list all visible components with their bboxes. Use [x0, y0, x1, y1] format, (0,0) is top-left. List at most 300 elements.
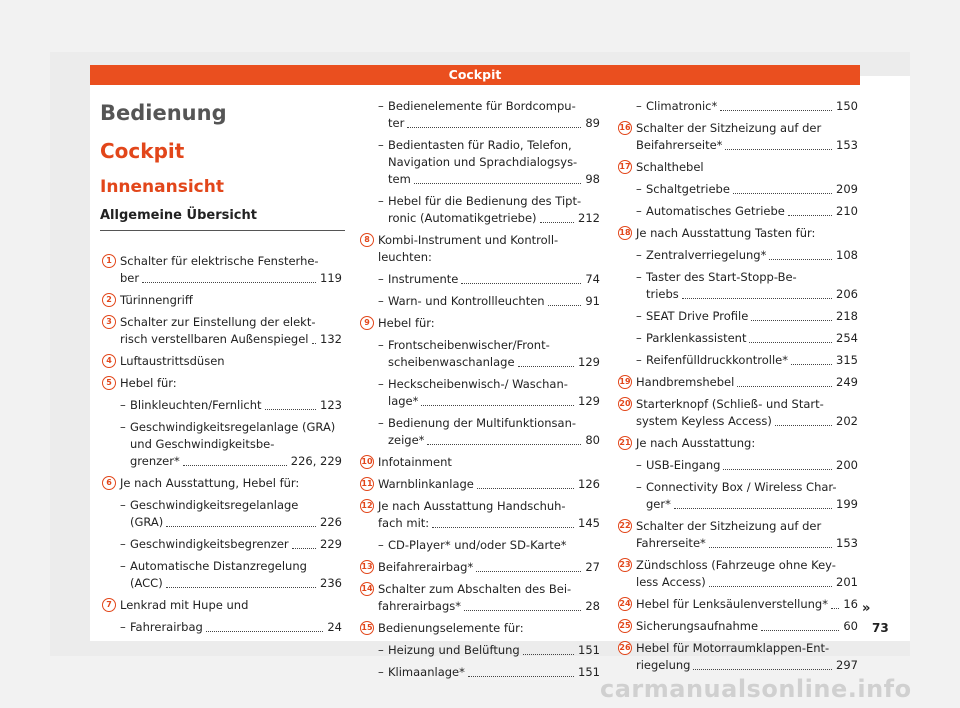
entry-label: Infotainment — [378, 455, 452, 469]
item-number-badge: 23 — [618, 558, 632, 572]
entry-label: ter — [388, 116, 405, 130]
entry-line[interactable] — [130, 514, 342, 531]
entry-text: Bedientasten für Radio, Telefon, Navigation und Sprachdialogsys- — [388, 138, 578, 169]
item-number-badge: 25 — [618, 619, 632, 633]
item-number-badge: 9 — [360, 316, 374, 330]
dash-bullet: – — [120, 398, 126, 412]
page-reference[interactable]: 153 — [836, 138, 858, 152]
entry-line[interactable] — [636, 374, 858, 391]
item-number-badge: 19 — [618, 375, 632, 389]
dash-bullet: – — [636, 99, 642, 113]
page-number: 73 — [872, 621, 889, 635]
dot-leader — [725, 148, 832, 150]
item-number-badge: 6 — [102, 476, 116, 490]
page-reference[interactable]: 129 — [578, 394, 600, 408]
item-number-badge: 14 — [360, 582, 374, 596]
page-reference[interactable]: 150 — [836, 99, 858, 113]
entry-line — [636, 225, 858, 242]
entry-label: Luftaustrittsdüsen — [120, 354, 225, 368]
index-entry — [102, 314, 342, 348]
entry-label: Je nach Ausstattung, Hebel für: — [120, 476, 300, 490]
dot-leader — [540, 221, 575, 223]
dot-leader — [761, 629, 839, 631]
heading-cockpit: Cockpit — [100, 139, 185, 163]
index-entry — [102, 475, 342, 492]
index-entry — [618, 596, 858, 613]
entry-label: Automatisches Getriebe — [646, 204, 785, 218]
entry-label: Türinnengriff — [120, 293, 193, 307]
dot-leader — [265, 408, 317, 410]
index-subentry — [102, 397, 342, 414]
entry-text: Bedienung der Multifunktionsan- — [388, 416, 577, 430]
dot-leader — [723, 468, 832, 470]
page-reference[interactable]: 153 — [836, 536, 858, 550]
index-entry — [618, 618, 858, 635]
item-number-badge: 24 — [618, 597, 632, 611]
entry-label: Hebel für Lenksäulenverstellung* — [636, 597, 828, 611]
entry-line[interactable] — [388, 115, 600, 132]
dot-leader — [476, 570, 581, 572]
index-subentry — [360, 537, 600, 554]
index-subentry — [618, 203, 858, 220]
index-entry — [102, 597, 342, 614]
page-reference[interactable]: 209 — [836, 182, 858, 196]
entry-line — [120, 475, 342, 492]
index-subentry — [360, 137, 600, 188]
index-entry — [102, 375, 342, 392]
entry-line[interactable] — [646, 308, 858, 325]
page-reference[interactable]: 151 — [578, 643, 600, 657]
index-subentry — [360, 293, 600, 310]
dot-leader — [461, 282, 581, 284]
index-subentry — [618, 308, 858, 325]
entry-line[interactable] — [130, 536, 342, 553]
index-subentry — [360, 193, 600, 227]
item-number-badge: 22 — [618, 519, 632, 533]
index-subentry — [618, 352, 858, 369]
entry-label: SEAT Drive Profile — [646, 309, 749, 323]
dot-leader — [468, 675, 574, 677]
page-reference[interactable]: 123 — [320, 398, 342, 412]
page-reference[interactable]: 60 — [843, 619, 858, 633]
dot-leader — [427, 443, 581, 445]
entry-label: leuchten: — [378, 250, 432, 264]
index-subentry — [618, 98, 858, 115]
entry-text: Geschwindigkeitsregelanlage (GRA) und Geschwindigkeitsbe- — [130, 420, 336, 451]
item-number-badge: 3 — [102, 315, 116, 329]
entry-label: Fahrerairbag — [130, 620, 203, 634]
entry-label: Heizung und Belüftung — [388, 643, 520, 657]
heading-bedienung: Bedienung — [100, 101, 227, 125]
entry-line[interactable] — [388, 271, 600, 288]
entry-label: Beifahrerairbag* — [378, 560, 474, 574]
entry-label: Hebel für: — [378, 316, 435, 330]
entry-line[interactable] — [636, 535, 858, 552]
dot-leader — [720, 109, 832, 111]
entry-label: Warnblinkanlage — [378, 477, 474, 491]
dot-leader — [464, 609, 581, 611]
page-reference[interactable]: 200 — [836, 458, 858, 472]
entry-label: Beifahrerseite* — [636, 138, 723, 152]
dash-bullet: – — [636, 248, 642, 262]
index-entry — [102, 253, 342, 287]
entry-text: Taster des Start-Stopp-Be- — [646, 270, 797, 284]
entry-label: risch verstellbaren Außenspiegel — [120, 332, 309, 346]
entry-line[interactable] — [130, 453, 342, 470]
entry-line[interactable] — [646, 98, 858, 115]
dot-leader — [769, 258, 832, 260]
dot-leader — [166, 586, 316, 588]
entry-line — [120, 375, 342, 392]
index-entry — [618, 225, 858, 242]
dash-bullet: – — [636, 353, 642, 367]
item-number-badge: 20 — [618, 397, 632, 411]
entry-line — [378, 620, 600, 637]
entry-line[interactable] — [388, 393, 600, 410]
entry-label: triebs — [646, 287, 679, 301]
entry-text: Frontscheibenwischer/Front- — [388, 338, 550, 352]
item-number-badge: 1 — [102, 254, 116, 268]
entry-label: Geschwindigkeitsbegrenzer — [130, 537, 289, 551]
entry-text: Zündschloss (Fahrzeuge ohne Key- — [636, 558, 836, 572]
item-number-badge: 15 — [360, 621, 374, 635]
index-subentry — [360, 642, 600, 659]
page-reference[interactable]: 74 — [585, 272, 600, 286]
entry-line[interactable] — [646, 286, 858, 303]
page-reference[interactable]: 199 — [836, 497, 858, 511]
index-column-3 — [618, 98, 858, 679]
dash-bullet: – — [120, 420, 126, 434]
index-entry — [360, 454, 600, 471]
entry-label: tem — [388, 172, 411, 186]
index-column-1 — [102, 253, 342, 641]
entry-label: ber — [120, 271, 140, 285]
entry-label: Warn- und Kontrollleuchten — [388, 294, 545, 308]
entry-label: system Keyless Access) — [636, 414, 772, 428]
index-subentry — [618, 269, 858, 303]
index-subentry — [618, 247, 858, 264]
entry-text: Hebel für Motorraumklappen-Ent- — [636, 641, 830, 655]
index-entry — [618, 435, 858, 452]
page-reference[interactable]: 297 — [836, 658, 858, 672]
page-reference[interactable]: 254 — [836, 331, 858, 345]
dot-leader — [292, 547, 316, 549]
entry-label: Bedienungselemente für: — [378, 621, 524, 635]
page-reference[interactable]: 315 — [836, 353, 858, 367]
dash-bullet: – — [636, 331, 642, 345]
entry-line — [378, 454, 600, 471]
index-subentry — [102, 419, 342, 470]
page-reference[interactable]: 236 — [320, 576, 342, 590]
entry-label: Schalthebel — [636, 160, 704, 174]
entry-label: lage* — [388, 394, 419, 408]
entry-text: Schalter der Sitzheizung auf der — [636, 121, 822, 135]
entry-text: Automatische Distanzregelung — [130, 559, 307, 573]
dot-leader — [414, 182, 582, 184]
entry-label: Fahrerseite* — [636, 536, 706, 550]
index-subentry — [618, 457, 858, 474]
entry-text: Schalter zur Einstellung der elekt- — [120, 315, 316, 329]
entry-line[interactable] — [646, 457, 858, 474]
dot-leader — [733, 192, 832, 194]
entry-line[interactable] — [388, 210, 600, 227]
index-subentry — [360, 337, 600, 371]
entry-text: Starterknopf (Schließ- und Start- — [636, 397, 824, 411]
dot-leader — [312, 342, 317, 344]
item-number-badge: 2 — [102, 293, 116, 307]
dash-bullet: – — [378, 272, 384, 286]
item-number-badge: 26 — [618, 641, 632, 655]
entry-label: ger* — [646, 497, 671, 511]
index-entry — [618, 640, 858, 674]
page-reference[interactable]: 249 — [836, 375, 858, 389]
entry-label: Climatronic* — [646, 99, 718, 113]
dot-leader — [674, 507, 832, 509]
index-subentry — [618, 479, 858, 513]
entry-line[interactable] — [646, 181, 858, 198]
page-reference[interactable]: 80 — [585, 433, 600, 447]
entry-label: ronic (Automatikgetriebe) — [388, 211, 537, 225]
dot-leader — [775, 424, 832, 426]
entry-label: less Access) — [636, 575, 706, 589]
index-subentry — [102, 536, 342, 553]
entry-text: Heckscheibenwisch-/ Waschan- — [388, 377, 568, 391]
page-reference[interactable]: 145 — [578, 516, 600, 530]
dash-bullet: – — [378, 538, 384, 552]
dash-bullet: – — [120, 620, 126, 634]
entry-line[interactable] — [636, 618, 858, 635]
page-reference[interactable]: 27 — [585, 560, 600, 574]
entry-label: grenzer* — [130, 454, 180, 468]
page-reference[interactable]: 108 — [836, 248, 858, 262]
page-reference[interactable]: 212 — [578, 211, 600, 225]
dash-bullet: – — [636, 182, 642, 196]
dot-leader — [206, 630, 324, 632]
entry-line[interactable] — [130, 575, 342, 592]
entry-text: Kombi-Instrument und Kontroll- — [378, 233, 559, 247]
entry-label: USB-Eingang — [646, 458, 721, 472]
dash-bullet: – — [636, 480, 642, 494]
dash-bullet: – — [636, 204, 642, 218]
index-entry — [360, 620, 600, 637]
page-reference[interactable]: 126 — [578, 477, 600, 491]
dot-leader — [831, 607, 839, 609]
dot-leader — [693, 668, 832, 670]
entry-line — [378, 315, 600, 332]
page-reference[interactable]: 119 — [320, 271, 342, 285]
entry-line — [636, 159, 858, 176]
entry-line[interactable] — [378, 476, 600, 493]
item-number-badge: 21 — [618, 436, 632, 450]
entry-line[interactable] — [636, 137, 858, 154]
entry-text: Schalter zum Abschalten des Bei- — [378, 582, 572, 596]
item-number-badge: 10 — [360, 455, 374, 469]
item-number-badge: 17 — [618, 160, 632, 174]
entry-line — [636, 435, 858, 452]
dash-bullet: – — [378, 294, 384, 308]
dash-bullet: – — [378, 138, 384, 152]
entry-label: Zentralverriegelung* — [646, 248, 767, 262]
dot-leader — [682, 297, 832, 299]
entry-text: Schalter für elektrische Fensterhe- — [120, 254, 319, 268]
entry-label: Lenkrad mit Hupe und — [120, 598, 249, 612]
dot-leader — [709, 585, 832, 587]
dash-bullet: – — [120, 559, 126, 573]
dot-leader — [749, 341, 832, 343]
dash-bullet: – — [378, 416, 384, 430]
dot-leader — [432, 526, 574, 528]
entry-line[interactable] — [646, 247, 858, 264]
entry-line[interactable] — [120, 331, 342, 348]
dot-leader — [788, 214, 832, 216]
entry-text: Geschwindigkeitsregelanlage — [130, 498, 299, 512]
entry-text: Je nach Ausstattung Handschuh- — [378, 499, 566, 513]
entry-label: riegelung — [636, 658, 691, 672]
index-entry — [102, 353, 342, 370]
page-reference[interactable]: 206 — [836, 287, 858, 301]
dot-leader — [477, 487, 574, 489]
page-reference[interactable]: 226, 229 — [290, 454, 342, 468]
entry-label: scheibenwaschanlage — [388, 355, 515, 369]
dash-bullet: – — [378, 338, 384, 352]
dash-bullet: – — [636, 270, 642, 284]
item-number-badge: 18 — [618, 226, 632, 240]
index-column-2 — [360, 98, 600, 686]
index-entry — [102, 292, 342, 309]
entry-line[interactable] — [636, 596, 858, 613]
entry-label: fach mit: — [378, 516, 430, 530]
entry-label: Sicherungsaufnahme — [636, 619, 759, 633]
dot-leader — [142, 281, 316, 283]
page-reference[interactable]: 132 — [320, 332, 342, 346]
index-entry — [618, 374, 858, 391]
page-reference[interactable]: 24 — [327, 620, 342, 634]
entry-line — [120, 597, 342, 614]
index-entry — [360, 232, 600, 266]
entry-label: fahrerairbags* — [378, 599, 462, 613]
page-reference[interactable]: 28 — [585, 599, 600, 613]
entry-label: Klimaanlage* — [388, 665, 465, 679]
entry-line[interactable] — [388, 664, 600, 681]
entry-label: Reifenfülldruckkontrolle* — [646, 353, 788, 367]
dash-bullet: – — [378, 377, 384, 391]
index-subentry — [360, 664, 600, 681]
entry-label: (GRA) — [130, 515, 164, 529]
heading-allgemeine-uebersicht: Allgemeine Übersicht — [100, 208, 345, 231]
entry-line[interactable] — [388, 354, 600, 371]
index-subentry — [102, 619, 342, 636]
index-entry — [618, 557, 858, 591]
dot-leader — [709, 546, 832, 548]
section-header: Cockpit — [90, 65, 860, 85]
page-reference[interactable]: 129 — [578, 355, 600, 369]
index-subentry — [360, 376, 600, 410]
index-entry — [618, 396, 858, 430]
entry-label: CD-Player* und/oder SD-Karte* — [388, 538, 567, 552]
dash-bullet: – — [378, 665, 384, 679]
entry-line[interactable] — [646, 496, 858, 513]
dot-leader — [751, 319, 832, 321]
index-entry — [618, 159, 858, 176]
entry-line[interactable] — [636, 574, 858, 591]
index-subentry — [618, 181, 858, 198]
watermark: carmanualsonline.info — [600, 675, 912, 703]
entry-line[interactable] — [646, 352, 858, 369]
entry-line[interactable] — [388, 171, 600, 188]
entry-label: (ACC) — [130, 576, 163, 590]
item-number-badge: 7 — [102, 598, 116, 612]
page-reference[interactable]: 218 — [836, 309, 858, 323]
page-reference[interactable]: 16 — [843, 597, 858, 611]
entry-line[interactable] — [388, 293, 600, 310]
entry-line[interactable] — [120, 270, 342, 287]
heading-innenansicht: Innenansicht — [100, 177, 224, 197]
item-number-badge: 11 — [360, 477, 374, 491]
entry-line[interactable] — [636, 657, 858, 674]
entry-line[interactable] — [646, 203, 858, 220]
entry-line[interactable] — [378, 515, 600, 532]
entry-label: Blinkleuchten/Fernlicht — [130, 398, 262, 412]
index-subentry — [360, 98, 600, 132]
index-entry — [360, 498, 600, 532]
entry-label: Handbremshebel — [636, 375, 735, 389]
page-reference[interactable]: 151 — [578, 665, 600, 679]
index-entry — [618, 518, 858, 552]
entry-line[interactable] — [130, 397, 342, 414]
entry-text: Bedienelemente für Bordcompu- — [388, 99, 576, 113]
index-subentry — [102, 497, 342, 531]
page-reference[interactable]: 226 — [320, 515, 342, 529]
index-subentry — [360, 415, 600, 449]
page-reference[interactable]: 98 — [585, 172, 600, 186]
entry-line[interactable] — [388, 642, 600, 659]
page-reference[interactable]: 202 — [836, 414, 858, 428]
index-entry — [360, 315, 600, 332]
dot-leader — [548, 304, 582, 306]
dot-leader — [407, 126, 581, 128]
page-reference[interactable]: 229 — [320, 537, 342, 551]
entry-label: Instrumente — [388, 272, 459, 286]
dot-leader — [421, 404, 574, 406]
entry-line — [120, 292, 342, 309]
index-entry — [618, 120, 858, 154]
page-reference[interactable]: 201 — [836, 575, 858, 589]
entry-line[interactable] — [130, 619, 342, 636]
entry-line[interactable] — [378, 598, 600, 615]
page-reference[interactable]: 210 — [836, 204, 858, 218]
entry-text: Schalter der Sitzheizung auf der — [636, 519, 822, 533]
entry-line[interactable] — [388, 432, 600, 449]
dot-leader — [166, 525, 316, 527]
dot-leader — [791, 363, 832, 365]
entry-line[interactable] — [646, 330, 858, 347]
entry-line — [388, 537, 600, 554]
entry-label: Hebel für: — [120, 376, 177, 390]
dash-bullet: – — [636, 458, 642, 472]
page-reference[interactable]: 89 — [585, 116, 600, 130]
item-number-badge: 8 — [360, 233, 374, 247]
entry-line[interactable] — [636, 413, 858, 430]
entry-line[interactable] — [378, 559, 600, 576]
dash-bullet: – — [636, 309, 642, 323]
dash-bullet: – — [120, 537, 126, 551]
page-reference[interactable]: 91 — [585, 294, 600, 308]
dot-leader — [737, 385, 832, 387]
item-number-badge: 12 — [360, 499, 374, 513]
entry-label: Parklenkassistent — [646, 331, 747, 345]
entry-label: Schaltgetriebe — [646, 182, 730, 196]
entry-text: Hebel für die Bedienung des Tipt- — [388, 194, 582, 208]
